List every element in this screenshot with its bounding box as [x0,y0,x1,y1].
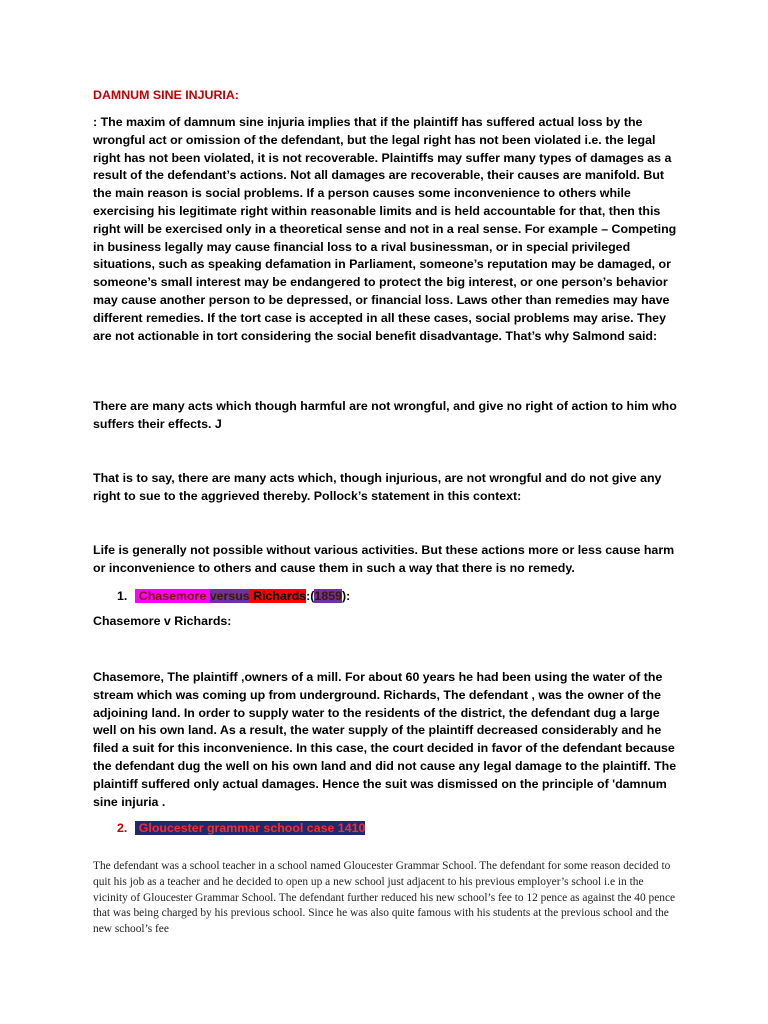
list-number: 1. [117,589,128,603]
intro-paragraph: : The maxim of damnum sine injuria implies that if the plaintiff has suffered actual loss by the wrongful act or omission of the defendant, but the legal right has not been violated i.e. the legal right has not been violated, it is not recoverable. Plaintiffs may suffer many types of damages as a result of the defendant’s actions. Not all damages are recoverable, their causes are manifold. But the main reason is social problems. If a person causes some inconvenience to others while exercising his legitimate right within reasonable limits and is held accountable for that, then this right will be exercised only in a theoretical sense and not in a real sense. For example – Competing in business legally may cause financial loss to a rival businessman, or in special privileged situations, such as speaking defamation in Parliament, someone’s reputation may be damaged, or someone’s small interest may be endangered to protect the big interest, or one person’s behavior may cause another person to be depressed, or financial loss. Laws other than remedies may have different remedies. If the tort case is accepted in all these cases, social problems may arise. They are not actionable in tort considering the social benefit disadvantage. That’s why Salmond said: [93,115,677,343]
list-number: 2. [117,821,128,835]
case-name-defendant: Richards [249,589,307,603]
case-title: Chasemore v Richards: [93,614,232,628]
pollock-quote: Life is generally not possible without various activities. But these actions more or less cause harm or inconvenience to others and cause them in such a way that there is no remedy. [93,543,675,575]
explanation-paragraph: That is to say, there are many acts which, though injurious, are not wrongful and do not give any right to sue to the aggrieved thereby. Pollock’s statement in this context: [93,471,662,503]
case-year: 1859 [314,589,342,603]
section-heading: DAMNUM SINE INJURIA: [93,88,239,102]
case-title-gloucester: Gloucester grammar school case 1410 [135,821,366,835]
gloucester-facts-paragraph: The defendant was a school teacher in a school named Gloucester Grammar School. The defendant for some reason decided to quit his job as a teacher and he decided to open up a new school just adjacent to his previous employer’s school i.e in the vicinity of Gloucester Grammar School. The defendant further reduced his new school’s fee to 12 pence as against the 40 pence that was being charged by his previous school. Since he was also quite famous with his students at the previous school and the new school’s fee [93,860,676,935]
case-open-paren: :( [306,589,315,603]
case-name-plaintiff: Chasemore [135,589,210,603]
case-list-item-2 [117,821,365,835]
case-close-paren: ): [342,589,351,603]
case-facts-paragraph: Chasemore, The plaintiff ,owners of a mill. For about 60 years he had been using the water of the stream which was coming up from underground. Richards, The defendant , was the owner of the adjoining land. In order to supply water to the residents of the district, the defendant dug a large well on his own land. As a result, the water supply of the plaintiff decreased considerably and he filed a suit for this inconvenience. In this case, the court decided in favor of the defendant because the defendant dug the well on his own land and did not cause any legal damage to the plaintiff. The plaintiff suffered only actual damages. Hence the suit was dismissed on the principle of 'damnum sine injuria . [93,670,677,809]
case-versus: versus [209,589,250,603]
case-list-item-1 [117,589,350,603]
salmond-quote: There are many acts which though harmful are not wrongful, and give no right of action to him who suffers their effects. J [93,399,677,431]
